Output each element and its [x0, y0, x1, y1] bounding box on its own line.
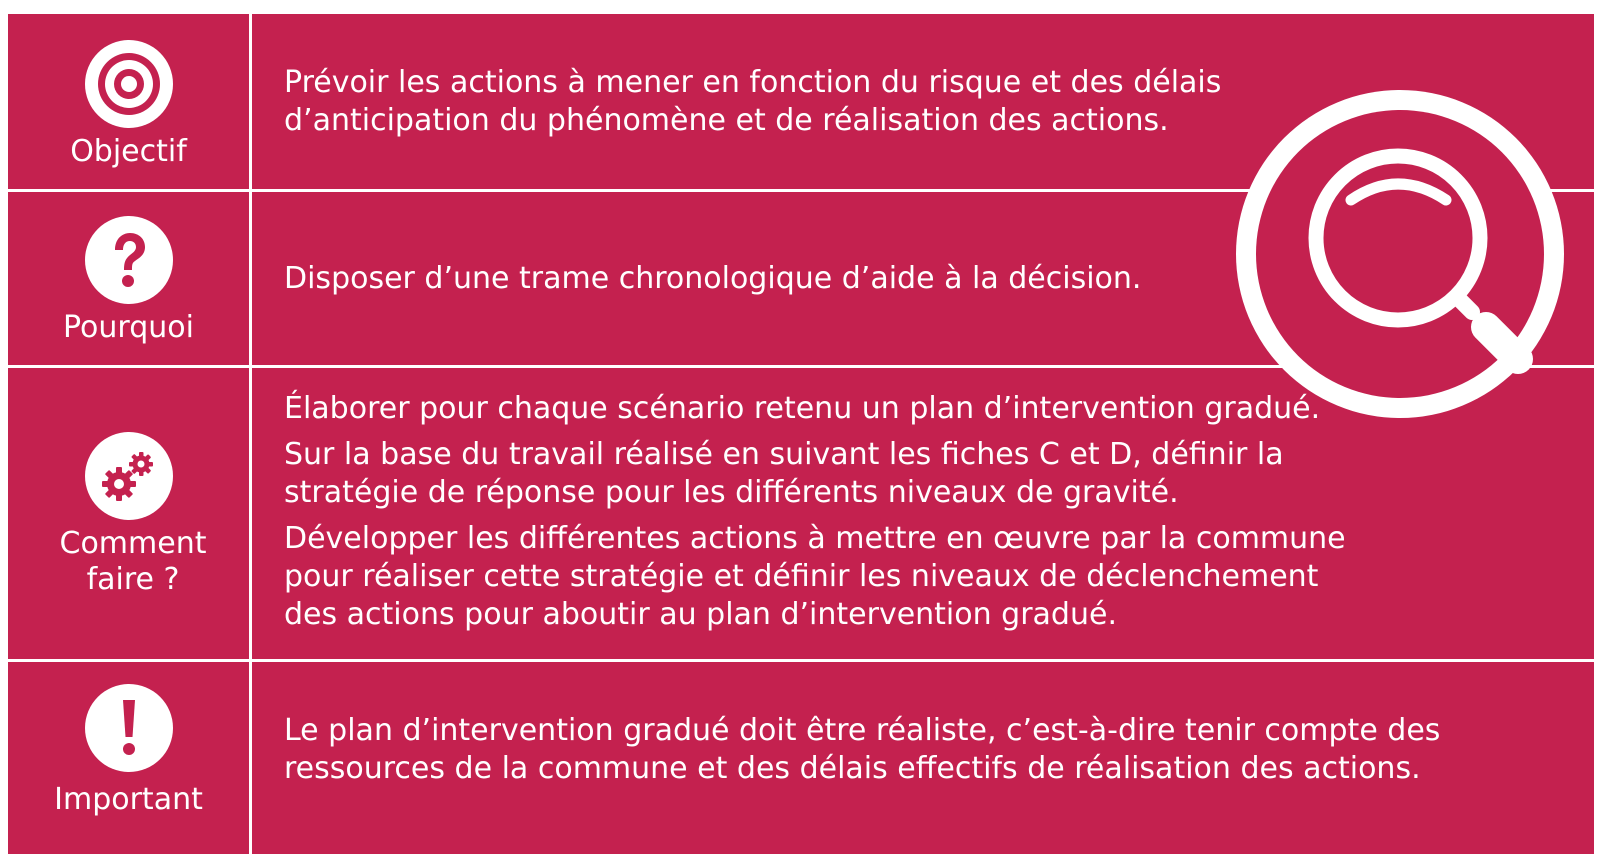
paragraph: Sur la base du travail réalisé en suivant les fiches C et D, définir la stratégie de réponse pour les différents niveaux de gravité.: [284, 437, 1284, 510]
gears-icon: [85, 432, 173, 520]
row-important: [8, 662, 1594, 854]
target-icon: [85, 40, 173, 128]
row-text: [284, 64, 1234, 140]
row-text: [284, 712, 1464, 788]
row-text: [284, 390, 1364, 634]
paragraph: Disposer d’une trame chronologique d’aide à la décision.: [284, 261, 1142, 296]
row-divider: [8, 659, 1594, 662]
label-cell-important: [8, 662, 249, 854]
exclamation-mark-icon: [85, 684, 173, 772]
paragraph: Élaborer pour chaque scénario retenu un plan d’intervention gradué.: [284, 391, 1321, 426]
magnifying-glass-icon: [1236, 90, 1600, 454]
paragraph: Le plan d’intervention gradué doit être réaliste, c’est-à-dire tenir compte des ressources de la commune et des délais effectifs de réalisation des actions.: [284, 713, 1441, 786]
label-cell-objectif: [8, 14, 249, 189]
label-cell-comment-faire: [8, 368, 249, 659]
paragraph: Développer les différentes actions à mettre en œuvre par la commune pour réaliser cette stratégie et définir les niveaux de déclenchement des actions pour aboutir au plan d’intervention gradué.: [284, 521, 1346, 632]
row-text: [284, 260, 1234, 298]
row-label: Pourquoi: [63, 310, 194, 345]
paragraph: Prévoir les actions à mener en fonction du risque et des délais d’anticipation du phénomène et de réalisation des actions.: [284, 65, 1222, 138]
column-divider: [249, 14, 252, 854]
label-cell-pourquoi: [8, 192, 249, 365]
row-label: Comment faire ?: [59, 526, 207, 597]
row-label: Important: [54, 782, 203, 817]
question-mark-icon: [85, 216, 173, 304]
row-label: Objectif: [70, 134, 187, 169]
